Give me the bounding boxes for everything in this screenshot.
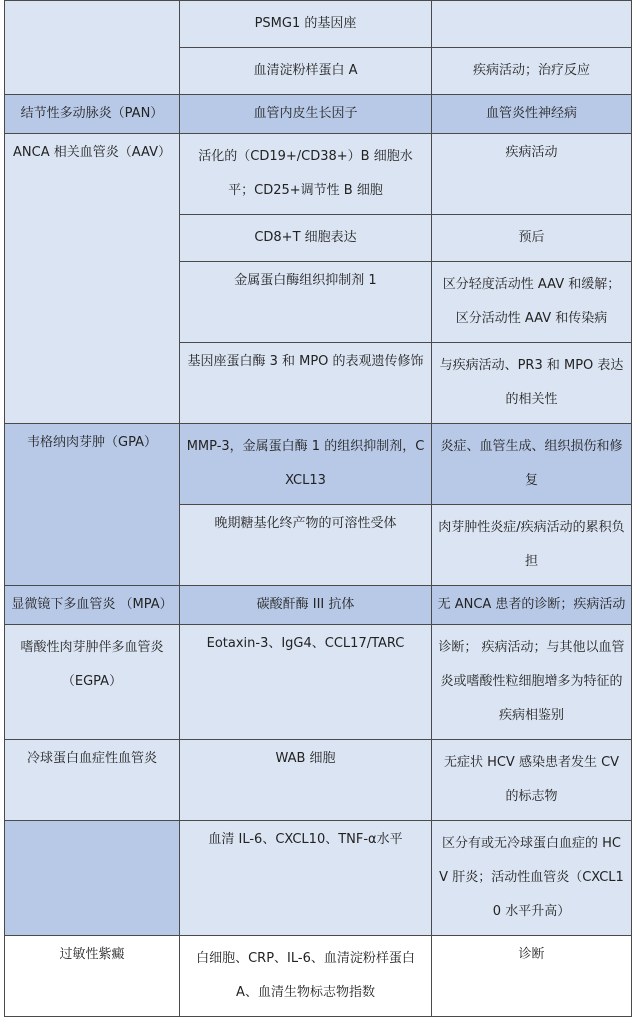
use-cell: 区分有或无冷球蛋白血症的 HCV 肝炎；活动性血管炎（CXCL10 水平升高） [432,821,632,936]
biomarker-cell: MMP-3，金属蛋白酶 1 的组织抑制剂，CXCL13 [180,424,432,505]
table-row [5,740,632,821]
biomarker-cell: Eotaxin-3、IgG4、CCL17/TARC [180,625,432,740]
use-cell: 与疾病活动、PR3 和 MPO 表达的相关性 [432,343,632,424]
biomarker-cell: CD8+T 细胞表达 [180,215,432,262]
biomarker-cell: 血管内皮生长因子 [180,95,432,134]
use-cell: 无症状 HCV 感染患者发生 CV 的标志物 [432,740,632,821]
use-cell: 疾病活动；治疗反应 [432,48,632,95]
biomarker-cell: WAB 细胞 [180,740,432,821]
biomarker-table [4,0,632,1017]
disease-cell: 结节性多动脉炎（PAN） [5,95,180,134]
table-row [5,134,632,215]
table-row [5,586,632,625]
disease-cell: ANCA 相关血管炎（AAV） [5,134,180,424]
use-cell: 肉芽肿性炎症/疾病活动的累积负担 [432,505,632,586]
use-cell: 炎症、血管生成、组织损伤和修复 [432,424,632,505]
table-row [5,1,632,48]
disease-cell [5,821,180,936]
biomarker-cell: 活化的（CD19+/CD38+）B 细胞水平；CD25+调节性 B 细胞 [180,134,432,215]
use-cell: 预后 [432,215,632,262]
biomarker-cell: 晚期糖基化终产物的可溶性受体 [180,505,432,586]
disease-cell: 冷球蛋白血症性血管炎 [5,740,180,821]
biomarker-cell: 金属蛋白酶组织抑制剂 1 [180,262,432,343]
use-cell: 血管炎性神经病 [432,95,632,134]
biomarker-cell: 血清淀粉样蛋白 A [180,48,432,95]
use-cell: 区分轻度活动性 AAV 和缓解；区分活动性 AAV 和传染病 [432,262,632,343]
biomarker-cell: 白细胞、CRP、IL-6、血清淀粉样蛋白 A、血清生物标志物指数 [180,936,432,1017]
biomarker-cell: 碳酸酐酶 III 抗体 [180,586,432,625]
table-row [5,821,632,936]
disease-cell: 显微镜下多血管炎 （MPA） [5,586,180,625]
table-row [5,936,632,1017]
disease-cell: 韦格纳肉芽肿（GPA） [5,424,180,586]
use-cell: 诊断； 疾病活动；与其他以血管炎或嗜酸性粒细胞增多为特征的疾病相鉴别 [432,625,632,740]
use-cell: 诊断 [432,936,632,1017]
disease-cell: 过敏性紫癜 [5,936,180,1017]
table-row [5,424,632,505]
table-row [5,625,632,740]
biomarker-cell: PSMG1 的基因座 [180,1,432,48]
use-cell [432,1,632,48]
disease-cell [5,1,180,95]
use-cell: 疾病活动 [432,134,632,215]
use-cell: 无 ANCA 患者的诊断；疾病活动 [432,586,632,625]
biomarker-cell: 血清 IL-6、CXCL10、TNF-α水平 [180,821,432,936]
biomarker-cell: 基因座蛋白酶 3 和 MPO 的表观遗传修饰 [180,343,432,424]
table-row [5,95,632,134]
disease-cell: 嗜酸性肉芽肿伴多血管炎（EGPA） [5,625,180,740]
